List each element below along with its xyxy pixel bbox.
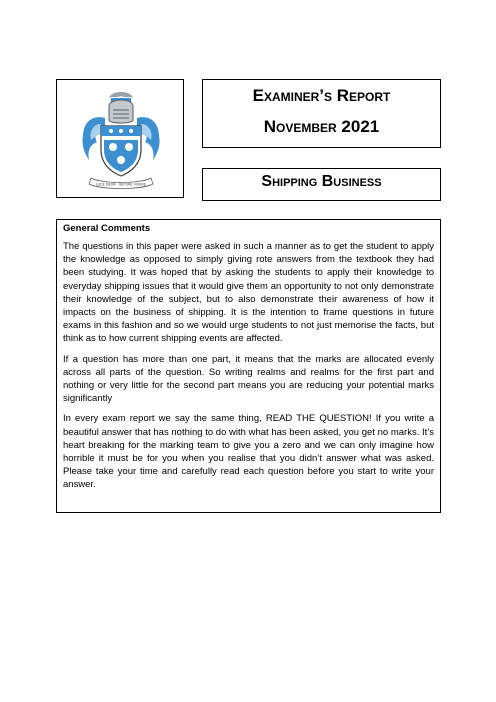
section-heading: General Comments	[63, 223, 151, 234]
crest-panel	[56, 79, 184, 198]
comment-paragraph: In every exam report we say the same thing, READ THE QUESTION! If you write a beautiful answer that has nothing to do with what has been asked, you get no marks. It’s heart breaking for the marking team to give you a zero and we can only imagine how horrible it must be for you when you realise that you didn’t answer what was asked. Please take your time and carefully read each question before you start to write your answer.	[63, 413, 434, 491]
general-comments-panel	[56, 219, 441, 513]
report-title: Examiner’s Report	[252, 86, 391, 105]
subject-panel	[202, 168, 441, 201]
title-panel	[202, 79, 441, 148]
crest-motto: LUCE DEOR · SECURE VIVERE	[96, 182, 146, 187]
comment-paragraph: The questions in this paper were asked in such a manner as to get the student to apply the knowledge as opposed to simply giving rote answers from the textbook they had been studying. It was hoped that by asking the students to apply their knowledge to everyday shipping issues that it would give them an opportunity to not only demonstrate their knowledge of the subject, but to also demonstrate their awareness of how it impacts on the business of shipping. It is the intention to frame questions in future exams in this fashion and so we would urge students to not just memorise the facts, but think as to how current shipping events are affected.	[63, 241, 434, 345]
subject-title: Shipping Business	[261, 173, 382, 190]
institute-crest-logo	[71, 84, 171, 196]
comment-paragraph: If a question has more than one part, it means that the marks are allocated evenly across all parts of the question. So writing realms and realms for the first part and nothing or very little for the second part means you are reducing your potential marks significantly	[63, 353, 434, 405]
report-date: November 2021	[263, 117, 380, 136]
